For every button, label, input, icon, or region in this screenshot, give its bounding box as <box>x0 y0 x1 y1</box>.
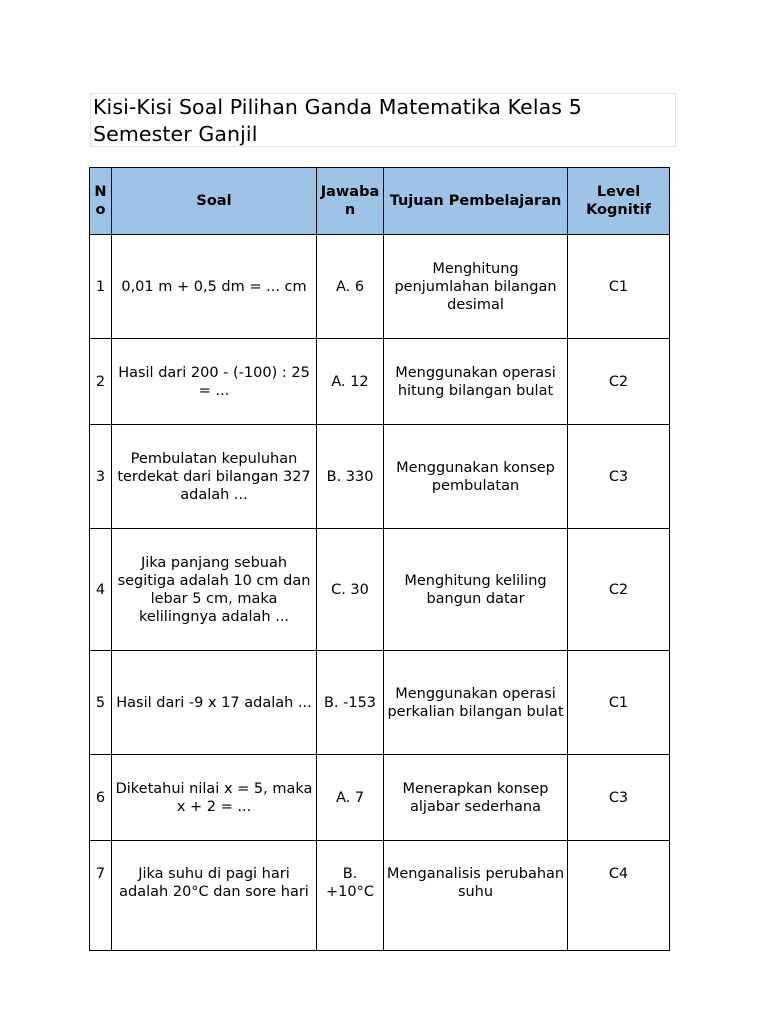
cell-level: C1 <box>568 235 670 339</box>
cell-level: C2 <box>568 339 670 425</box>
cell-jawaban: A. 6 <box>317 235 384 339</box>
cell-jawaban: B. -153 <box>317 651 384 755</box>
table-row <box>90 755 670 841</box>
cell-level: C3 <box>568 425 670 529</box>
cell-level: C3 <box>568 755 670 841</box>
header-level: Level Kognitif <box>568 168 670 235</box>
cell-tujuan: Menggunakan operasi hitung bilangan bulat <box>384 339 568 425</box>
table-row <box>90 339 670 425</box>
table-row <box>90 235 670 339</box>
cell-soal: Hasil dari 200 - (-100) : 25 = ... <box>112 339 317 425</box>
cell-soal: 0,01 m + 0,5 dm = ... cm <box>112 235 317 339</box>
cell-jawaban: B. +10°C <box>317 841 384 951</box>
cell-tujuan: Menghitung keliling bangun datar <box>384 529 568 651</box>
cell-soal: Diketahui nilai x = 5, maka x + 2 = ... <box>112 755 317 841</box>
cell-soal: Pembulatan kepuluhan terdekat dari bilangan 327 adalah ... <box>112 425 317 529</box>
cell-tujuan: Menggunakan operasi perkalian bilangan bulat <box>384 651 568 755</box>
cell-level: C1 <box>568 651 670 755</box>
table-header-row <box>90 168 670 235</box>
cell-level: C2 <box>568 529 670 651</box>
header-no: No <box>90 168 112 235</box>
cell-tujuan: Menggunakan konsep pembulatan <box>384 425 568 529</box>
cell-tujuan: Menghitung penjumlahan bilangan desimal <box>384 235 568 339</box>
header-soal: Soal <box>112 168 317 235</box>
document-title: Kisi-Kisi Soal Pilihan Ganda Matematika Kelas 5 Semester Ganjil <box>90 93 676 147</box>
table-row <box>90 841 670 951</box>
table-row <box>90 651 670 755</box>
cell-jawaban: C. 30 <box>317 529 384 651</box>
cell-jawaban: A. 12 <box>317 339 384 425</box>
cell-no: 2 <box>90 339 112 425</box>
cell-no: 5 <box>90 651 112 755</box>
table-row <box>90 425 670 529</box>
cell-jawaban: B. 330 <box>317 425 384 529</box>
cell-no: 3 <box>90 425 112 529</box>
cell-tujuan: Menganalisis perubahan suhu <box>384 841 568 951</box>
table-row <box>90 529 670 651</box>
cell-jawaban: A. 7 <box>317 755 384 841</box>
cell-no: 6 <box>90 755 112 841</box>
cell-soal: Jika suhu di pagi hari adalah 20°C dan sore hari <box>112 841 317 951</box>
cell-soal: Jika panjang sebuah segitiga adalah 10 cm dan lebar 5 cm, maka kelilingnya adalah ... <box>112 529 317 651</box>
cell-tujuan: Menerapkan konsep aljabar sederhana <box>384 755 568 841</box>
cell-no: 7 <box>90 841 112 951</box>
cell-no: 1 <box>90 235 112 339</box>
cell-level: C4 <box>568 841 670 951</box>
header-tujuan: Tujuan Pembelajaran <box>384 168 568 235</box>
cell-no: 4 <box>90 529 112 651</box>
kisi-kisi-table <box>89 167 670 951</box>
cell-soal: Hasil dari -9 x 17 adalah ... <box>112 651 317 755</box>
header-jawaban: Jawaban <box>317 168 384 235</box>
